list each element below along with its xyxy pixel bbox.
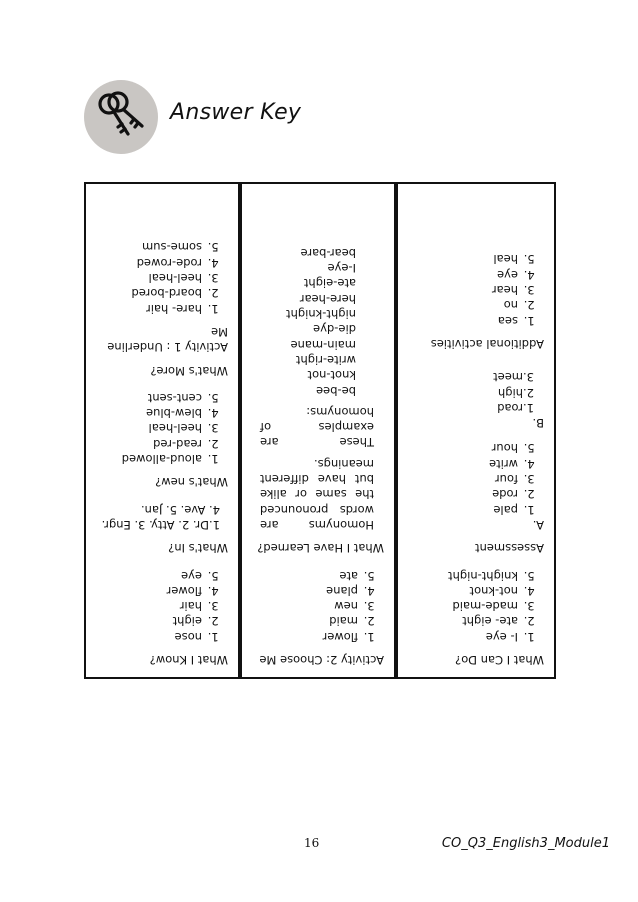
keys-icon: [84, 80, 158, 154]
learned-examples-intro: These are examples of homonyms:: [260, 404, 374, 450]
assessment-part-b-label: B.: [532, 416, 544, 431]
list-item: 4. flower: [96, 583, 204, 598]
list-item: 5. ate: [252, 567, 360, 582]
answer-panel-middle: [240, 182, 396, 679]
list-item: 2. no: [408, 297, 520, 312]
example-item: ate-eight: [303, 276, 356, 291]
section-title-activity-2: Activity 2: Choose Me: [259, 653, 384, 667]
list-item: 4. eye: [408, 266, 520, 281]
example-item: I-eye: [327, 261, 356, 276]
additional-activities-list: [408, 251, 544, 327]
list-item: 3. heel-heal: [96, 270, 204, 285]
example-item: knot-not: [307, 368, 356, 383]
list-item: 2.high: [497, 385, 534, 400]
example-item: die-dye: [313, 322, 356, 337]
example-item: be-bee: [316, 383, 356, 398]
list-item: 3. new: [252, 598, 360, 613]
assessment-part-a-label: A.: [532, 517, 544, 532]
list-item: 4. plane: [252, 583, 360, 598]
list-item: 3. heel-heal: [96, 420, 204, 435]
page-title: Answer Key: [170, 100, 302, 125]
section-title-assessment: Assessment: [475, 541, 544, 556]
list-item: 1.road: [497, 400, 534, 415]
list-item: 5. heal: [408, 251, 520, 266]
list-item: 3. made-maid: [408, 598, 520, 613]
list-item: 4. blew-blue: [96, 405, 204, 420]
example-item: write-right: [295, 352, 356, 367]
page-number: 16: [304, 836, 320, 850]
assessment-part-b-list: [408, 369, 534, 415]
what-i-know-list: [96, 567, 228, 643]
assessment-part-a-list: [408, 440, 544, 516]
section-title-whats-more: What's More?: [150, 363, 228, 378]
list-item: 3.meet: [493, 370, 534, 385]
list-item: 2. ate- eight: [408, 613, 520, 628]
list-item: 4. not-knot: [408, 583, 520, 598]
list-item: 3. four: [408, 471, 520, 486]
list-item: 5. knight-night: [408, 567, 520, 582]
section-title-activity-1: Activity 1 : Underline Me: [107, 324, 228, 355]
keys-logo: [84, 80, 158, 154]
section-title-what-i-know: What I Know?: [149, 653, 228, 667]
list-item: 3. hair: [96, 598, 204, 613]
section-title-whats-in: What's In?: [168, 541, 228, 556]
list-item: 3. hear: [408, 282, 520, 297]
list-item: 1. nose: [96, 628, 204, 643]
list-item: 1. hare- hair: [96, 300, 204, 315]
answer-panel-right: [396, 182, 556, 679]
whats-in-line-1: 1.Dr. 2. Atty. 3. Engr.: [101, 517, 220, 532]
list-item: 2. rode: [408, 486, 520, 501]
list-item: 5. cent-sent: [96, 390, 204, 405]
section-title-additional-activities: Additional activities: [430, 336, 544, 351]
list-item: 1. flower: [252, 628, 360, 643]
section-title-what-i-have-learned: What I Have Learned?: [257, 541, 384, 556]
whats-new-list: [96, 390, 228, 466]
list-item: 1. sea: [408, 312, 520, 327]
example-item: main-mane: [290, 337, 356, 352]
section-title-what-i-can-do: What I Can Do?: [455, 653, 544, 667]
activity-2-list: [252, 567, 384, 643]
example-item: bear-bare: [300, 245, 356, 260]
list-item: 4. write: [408, 455, 520, 470]
activity-1-list: [96, 239, 228, 315]
list-item: 2. eight: [96, 613, 204, 628]
learned-definition: Homonyms are words pronounced the same or alike but have different meanings.: [260, 456, 374, 532]
answer-panel-left: [84, 182, 240, 679]
module-code: CO_Q3_English3_Module1: [441, 836, 610, 851]
list-item: 2. board-bored: [96, 285, 204, 300]
list-item: 1. pale: [408, 501, 520, 516]
list-item: 5. hour: [408, 440, 520, 455]
list-item: 5. some-sum: [96, 239, 204, 254]
example-item: here-hear: [299, 291, 356, 306]
whats-in-line-2: 4. Ave. 5. Jan.: [140, 502, 220, 517]
list-item: 1. I- eye: [408, 628, 520, 643]
list-item: 5. eye: [96, 567, 204, 582]
what-i-can-do-list: [408, 567, 544, 643]
list-item: 2. read-red: [96, 435, 204, 450]
section-title-whats-new: What's new?: [155, 475, 228, 490]
example-item: night-knight: [286, 307, 356, 322]
list-item: 4. rode-rowed: [96, 254, 204, 269]
list-item: 2. maid: [252, 613, 360, 628]
list-item: 1. aloud-allowed: [96, 451, 204, 466]
homonym-examples: [252, 245, 356, 398]
